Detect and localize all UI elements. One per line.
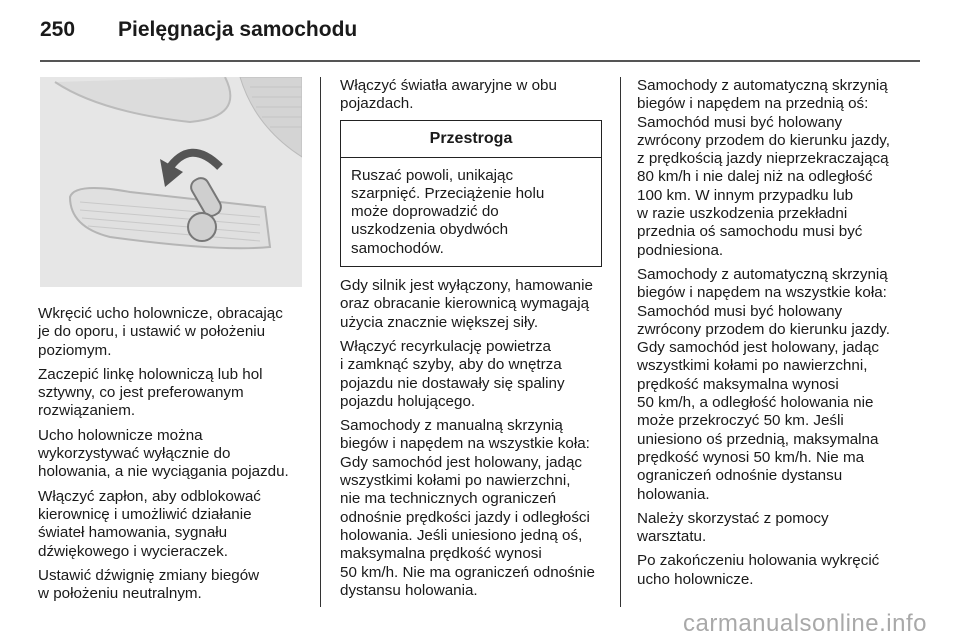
text-line: Zaczepić linkę holowniczą lub hol (38, 365, 263, 383)
paragraph (38, 305, 289, 360)
text-line: podniesiona. (637, 241, 724, 259)
text-line: 80 km/h i nie dalej niż na odległość (637, 168, 873, 186)
paragraph (38, 427, 289, 482)
paragraph (637, 266, 890, 504)
page-title: Pielęgnacja samochodu (118, 18, 358, 41)
column-divider (320, 77, 321, 607)
caution-line: uszkodzenia obydwóch (351, 221, 509, 239)
text-line: poziomym. (38, 341, 112, 359)
text-line: 50 km/h. Nie ma ograniczeń odnośnie (340, 563, 595, 581)
text-line: odnośnie prędkości jazdy i odległości (340, 508, 590, 526)
text-line: biegów i napędem na wszystkie koła: (637, 284, 887, 302)
column-divider (620, 77, 621, 607)
text-line: prędkość maksymalna wynosi (637, 375, 839, 393)
paragraph (38, 366, 289, 421)
text-line: biegów i napędem na przednią oś: (637, 95, 869, 113)
text-line: holowania. (637, 485, 710, 503)
text-line: sztywny, co jest preferowanym (38, 384, 244, 402)
text-line: pojazdach. (340, 95, 414, 113)
caution-box (340, 120, 602, 267)
paragraph (38, 567, 289, 604)
paragraph (637, 77, 890, 260)
paragraph (340, 77, 602, 114)
text-line: maksymalna prędkość wynosi (340, 545, 542, 563)
text-line: Gdy samochód jest holowany, jadąc (637, 339, 880, 357)
text-line: zwrócony przodem do kierunku jazdy, (637, 131, 890, 149)
text-line: pojazdu nie dostawały się spaliny (340, 374, 565, 392)
text-line: Samochody z automatyczną skrzynią (637, 265, 888, 283)
paragraph (637, 552, 890, 589)
text-line: Po zakończeniu holowania wykręcić (637, 552, 880, 570)
text-line: może przekroczyć 50 km. Jeśli (637, 412, 844, 430)
header-rule (40, 60, 920, 62)
caution-line: szarpnięć. Przeciążenie holu (351, 184, 545, 202)
text-line: przednia oś samochodu musi być (637, 223, 863, 241)
text-line: ograniczeń odnośnie dystansu (637, 467, 843, 485)
column-3 (637, 77, 890, 595)
text-line: ucho holownicze. (637, 570, 754, 588)
text-line: i zamknąć szyby, aby do wnętrza (340, 356, 562, 374)
text-line: Ustawić dźwignię zmiany biegów (38, 566, 260, 584)
text-line: Gdy samochód jest holowany, jadąc (340, 453, 583, 471)
text-line: zwrócony przodem do kierunku jazdy. (637, 320, 890, 338)
text-line: pojazdu holującego. (340, 392, 476, 410)
text-line: z prędkością jazdy nieprzekraczającą (637, 150, 889, 168)
text-line: w położeniu neutralnym. (38, 585, 202, 603)
text-line: nie ma technicznych ograniczeń (340, 490, 557, 508)
text-line: warsztatu. (637, 528, 707, 546)
text-line: w razie uszkodzenia przekładni (637, 205, 848, 223)
text-line: 100 km. W innym przypadku lub (637, 186, 854, 204)
text-line: Gdy silnik jest wyłączony, hamowanie (340, 277, 593, 295)
text-line: dźwiękowego i wycieraczek. (38, 542, 228, 560)
text-line: Należy skorzystać z pomocy (637, 509, 829, 527)
text-line: użycia znacznie większej siły. (340, 313, 539, 331)
watermark: carmanualsonline.info (683, 610, 927, 637)
text-line: holowania. Jeśli uniesiono jedną oś, (340, 526, 583, 544)
text-line: dystansu holowania. (340, 581, 478, 599)
caution-line: może doprowadzić do (351, 203, 499, 221)
paragraph (637, 510, 890, 547)
caution-title: Przestroga (341, 121, 601, 158)
text-line: wykorzystywać wyłącznie do (38, 445, 231, 463)
text-line: świateł hamowania, sygnału (38, 524, 228, 542)
column-1 (38, 305, 289, 609)
text-line: holowania, a nie wyciągania pojazdu. (38, 463, 289, 481)
text-line: Samochód musi być holowany (637, 113, 843, 131)
caution-line: Ruszać powoli, unikając (351, 166, 514, 184)
text-line: biegów i napędem na wszystkie koła: (340, 435, 590, 453)
text-line: Włączyć zapłon, aby odblokować (38, 487, 261, 505)
text-line: je do oporu, i ustawić w położeniu (38, 323, 266, 341)
text-line: kierownicę i umożliwić działanie (38, 505, 252, 523)
paragraph (38, 488, 289, 561)
text-line: wszystkimi kołami po nawierzchni, (340, 472, 571, 490)
text-line: wszystkimi kołami po nawierzchni, (637, 357, 868, 375)
text-line: Ucho holownicze można (38, 426, 203, 444)
tow-eye-illustration (40, 77, 302, 287)
text-line: rozwiązaniem. (38, 402, 136, 420)
text-line: Samochód musi być holowany (637, 302, 843, 320)
text-line: uniesiono oś przednią, maksymalna (637, 430, 879, 448)
text-line: prędkość wynosi 50 km/h. Nie ma (637, 448, 865, 466)
paragraph (340, 338, 602, 411)
text-line: Samochody z automatyczną skrzynią (637, 77, 888, 94)
column-2 (340, 77, 602, 606)
text-line: Włączyć recyrkulację powietrza (340, 337, 551, 355)
text-line: 50 km/h, a odległość holowania nie (637, 394, 874, 412)
caution-line: samochodów. (351, 239, 444, 257)
text-line: Włączyć światła awaryjne w obu (340, 77, 557, 94)
paragraph (340, 417, 602, 600)
text-line: oraz obracanie kierownicą wymagają (340, 295, 590, 313)
page-number: 250 (40, 18, 76, 41)
text-line: Wkręcić ucho holownicze, obracając (38, 305, 283, 322)
paragraph (340, 277, 602, 332)
text-line: Samochody z manualną skrzynią (340, 417, 563, 435)
